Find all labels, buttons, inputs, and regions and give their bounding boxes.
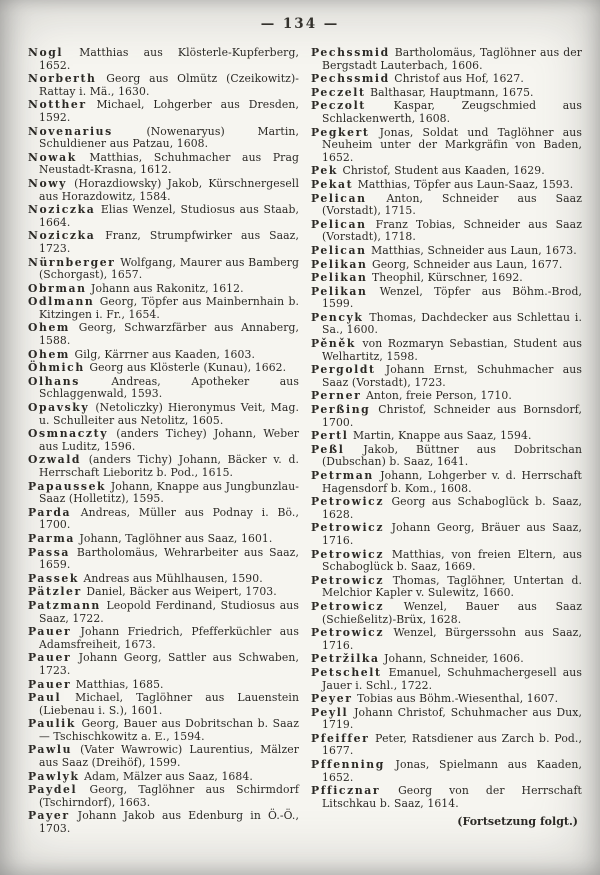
entry-text: Kaspar, Zeugschmied aus Schlackenwerth, 1608.: [322, 99, 582, 125]
register-entry: [28, 718, 299, 743]
register-entry: [28, 126, 299, 151]
register-entry: [311, 549, 582, 574]
entry-surname: Noziczka: [28, 203, 96, 217]
entry-surname: Pauer: [28, 677, 72, 691]
entry-surname: Norberth: [28, 72, 97, 86]
entry-text: Johann aus Rakonitz, 1612.: [87, 281, 244, 295]
entry-surname: Pekat: [311, 177, 354, 191]
register-entry: [311, 312, 582, 337]
register-entry: [311, 575, 582, 600]
entry-text: Georg von der Herrschaft Litschkau b. Saaz, 1614.: [322, 784, 582, 810]
entry-surname: Petrowicz: [311, 599, 385, 613]
register-entry: [311, 259, 582, 272]
register-entry: [28, 428, 299, 453]
entry-surname: Papaussek: [28, 479, 107, 493]
register-entry: [28, 507, 299, 532]
entry-text: Christof, Student aus Kaaden, 1629.: [338, 164, 545, 178]
entry-surname: Olhans: [28, 374, 80, 388]
register-entry: [311, 496, 582, 521]
register-entry: [311, 87, 582, 100]
register-entry: [311, 100, 582, 125]
entry-text: Thomas, Taglöhner, Untertan d. Melchior Kapler v. Sulewitz, 1660.: [322, 573, 582, 600]
register-entry: [28, 152, 299, 177]
entry-surname: Petrowicz: [311, 495, 385, 509]
entry-text: Georg aus Olmütz (Czeikowitz)-Rattay i. Mä., 1630.: [39, 72, 299, 98]
entry-surname: Ohem: [28, 321, 70, 335]
entry-surname: Nogl: [28, 46, 64, 59]
entry-surname: Pelican: [311, 191, 367, 205]
entry-surname: Obrman: [28, 281, 87, 295]
entry-text: Georg aus Schaboglück b. Saaz, 1628.: [322, 495, 582, 521]
register-entry: [28, 322, 299, 347]
entry-text: Theophil, Kürschner, 1692.: [368, 271, 523, 285]
entry-text: Matthias, von freien Eltern, aus Schaboglück b. Saaz, 1669.: [322, 547, 582, 574]
entry-surname: Noziczka: [28, 229, 96, 243]
entry-text: Adam, Mälzer aus Saaz, 1684.: [80, 769, 253, 783]
entry-text: Jonas, Soldat und Taglöhner aus Neuheim unter der Markgräfin von Baden, 1652.: [322, 125, 582, 164]
entry-surname: Petrowicz: [311, 573, 385, 587]
entry-surname: Paydel: [28, 783, 78, 797]
entry-text: Anton, Schneider aus Saaz (Vorstadt), 1715.: [322, 191, 582, 218]
entry-text: Franz Tobias, Schneider aus Saaz (Vorstadt), 1718.: [322, 217, 582, 244]
entry-text: Johann, Lohgerber v. d. Herrschaft Hagensdorf b. Kom., 1608.: [322, 469, 582, 495]
register-entry: [311, 219, 582, 244]
entry-text: Andreas, Müller aus Podnay i. Bö., 1700.: [39, 505, 299, 532]
register-entry: [28, 771, 299, 784]
entry-text: Matthias, Schneider aus Laun, 1673.: [367, 243, 577, 257]
entry-surname: Pencyk: [311, 310, 364, 324]
entry-text: Matthias, Töpfer aus Laun-Saaz, 1593.: [354, 177, 574, 191]
entry-surname: Pauer: [28, 625, 72, 639]
register-entry: [28, 376, 299, 401]
entry-text: Elias Wenzel, Studiosus aus Staab, 1664.: [39, 203, 299, 229]
entry-text: (Vater Wawrowic) Laurentius, Mälzer aus Saaz (Dreihöf), 1599.: [39, 743, 299, 770]
register-entry: [28, 652, 299, 677]
register-entry: [311, 444, 582, 469]
entry-text: Wenzel, Töpfer aus Böhm.-Brod, 1599.: [322, 284, 582, 311]
entry-text: Georg, Schneider aus Laun, 1677.: [368, 257, 563, 271]
entry-text: Georg aus Klösterle (Kunau), 1662.: [85, 361, 287, 375]
register-entry: [28, 362, 299, 375]
entry-surname: Parda: [28, 505, 72, 519]
entry-text: (anders Tichey) Johann, Weber aus Luditz, 1596.: [39, 427, 299, 453]
register-entry: [28, 679, 299, 692]
entry-surname: Passa: [28, 545, 70, 559]
entry-surname: Parma: [28, 531, 75, 545]
entry-surname: Pauer: [28, 651, 72, 665]
entry-surname: Nowy: [28, 176, 68, 190]
register-entry: [28, 283, 299, 296]
register-entry: [28, 230, 299, 255]
entry-surname: Petržilka: [311, 652, 380, 666]
entry-text: Bartholomäus, Wehrarbeiter aus Saaz, 1659.: [39, 545, 299, 572]
entry-surname: Peßl: [311, 442, 345, 456]
register-entry: [28, 600, 299, 625]
entry-surname: Pechssmid: [311, 46, 390, 59]
continuation-footer: (Fortsetzung folgt.): [457, 815, 578, 829]
entry-text: Tobias aus Böhm.-Wiesenthal, 1607.: [353, 692, 559, 706]
entry-surname: Peczelt: [311, 85, 366, 99]
register-columns: [28, 47, 582, 837]
entry-surname: Pätzler: [28, 585, 82, 599]
entry-text: Johann Christof, Schuhmacher aus Dux, 1719.: [322, 705, 582, 732]
entry-surname: Pěněk: [311, 337, 356, 351]
entry-surname: Petschelt: [311, 665, 382, 679]
entry-text: Johann Georg, Bräuer aus Saaz, 1716.: [322, 521, 582, 547]
entry-text: Leopold Ferdinand, Studiosus aus Saaz, 1722.: [39, 598, 299, 625]
entry-text: Johann Friedrich, Pfefferküchler aus Adamsfreiheit, 1673.: [39, 625, 299, 651]
entry-surname: Osmnaczty: [28, 427, 109, 441]
register-entry: [28, 573, 299, 586]
entry-surname: Pfficznar: [311, 784, 381, 798]
register-entry: [311, 127, 582, 165]
entry-text: Georg, Töpfer aus Mainbernhain b. Kitzingen i. Fr., 1654.: [39, 295, 299, 321]
entry-surname: Petrowicz: [311, 521, 385, 535]
entry-text: Wenzel, Bauer aus Saaz (Schießelitz)-Brüx, 1628.: [322, 599, 582, 626]
register-entry: [28, 586, 299, 599]
entry-text: Johann, Taglöhner aus Saaz, 1601.: [75, 531, 273, 545]
entry-surname: Petrowicz: [311, 626, 385, 640]
entry-text: Matthias, 1685.: [72, 677, 164, 691]
entry-surname: Paul: [28, 691, 62, 705]
entry-text: Michael, Taglöhner aus Lauenstein (Liebenau i. S.), 1601.: [39, 691, 299, 717]
entry-surname: Peczolt: [311, 99, 366, 113]
entry-surname: Petrman: [311, 469, 374, 482]
entry-text: Bartholomäus, Taglöhner aus der Bergstadt Lauterbach, 1606.: [322, 46, 582, 72]
entry-text: Peter, Ratsdiener aus Zarch b. Pod., 1677.: [322, 731, 582, 758]
entry-surname: Pelikan: [311, 271, 368, 285]
register-entry: [311, 707, 582, 732]
entry-text: Martin, Knappe aus Saaz, 1594.: [349, 429, 532, 443]
register-entry: [311, 390, 582, 403]
entry-text: Jakob, Büttner aus Dobritschan (Dubschan) b. Saaz, 1641.: [322, 442, 582, 469]
register-entry: [311, 430, 582, 443]
entry-surname: Novenarius: [28, 124, 113, 138]
register-entry: [311, 733, 582, 758]
register-entry: [28, 692, 299, 717]
register-entry: [311, 470, 582, 495]
entry-text: Michael, Lohgerber aus Dresden, 1592.: [39, 98, 299, 124]
entry-text: Franz, Strumpfwirker aus Saaz, 1723.: [39, 229, 299, 255]
entry-text: Georg, Taglöhner aus Schirmdorf (Tschirndorf), 1663.: [39, 783, 299, 809]
register-entry: [311, 272, 582, 285]
entry-text: Andreas, Apotheker aus Schlaggenwald, 1593.: [39, 374, 299, 401]
entry-text: Wolfgang, Maurer aus Bamberg (Schorgast), 1657.: [39, 255, 299, 282]
entry-surname: Nowak: [28, 150, 77, 164]
register-entry: [28, 47, 299, 72]
entry-text: Johann, Knappe aus Jungbunzlau-Saaz (Holletitz), 1595.: [39, 479, 299, 506]
entry-surname: Peyll: [311, 705, 349, 719]
entry-text: Andreas aus Mühlhausen, 1590.: [79, 571, 263, 585]
entry-text: (Nowenaryus) Martin, Schuldiener aus Patzau, 1608.: [39, 124, 299, 151]
entry-surname: Pelikan: [311, 284, 368, 298]
entry-text: Christof, Schneider aus Bornsdorf, 1700.: [322, 403, 582, 429]
entry-text: Wenzel, Bürgerssohn aus Saaz, 1716.: [322, 626, 582, 652]
register-entry: [28, 296, 299, 321]
entry-surname: Perner: [311, 389, 362, 403]
register-entry: [28, 99, 299, 124]
entry-text: Emanuel, Schuhmachergesell aus Jauer i. Schl., 1722.: [322, 665, 582, 692]
entry-text: Matthias aus Klösterle-Kupferberg, 1652.: [39, 46, 299, 72]
register-entry: [311, 785, 582, 810]
entry-text: Jonas, Spielmann aus Kaaden, 1652.: [322, 758, 582, 784]
register-entry: [28, 744, 299, 769]
register-entry: [28, 349, 299, 362]
register-entry: [311, 73, 582, 86]
register-entry: [28, 257, 299, 282]
entry-text: (Horazdiowsky) Jakob, Kürschnergesell aus Horazdowitz, 1584.: [39, 176, 299, 203]
register-entry: [311, 522, 582, 547]
entry-text: Johann, Schneider, 1606.: [380, 652, 524, 666]
entry-text: Johann Ernst, Schuhmacher aus Saaz (Vorstadt), 1723.: [322, 363, 582, 389]
register-entry: [28, 533, 299, 546]
entry-text: Matthias, Schuhmacher aus Prag Neustadt-Krasna, 1612.: [39, 150, 299, 177]
register-entry: [311, 47, 582, 72]
entry-surname: Pelican: [311, 243, 367, 257]
entry-surname: Nürnberger: [28, 255, 116, 269]
register-entry: [311, 653, 582, 666]
entry-surname: Pelikan: [311, 257, 368, 271]
register-entry: [28, 402, 299, 427]
entry-surname: Opavsky: [28, 401, 90, 415]
entry-surname: Notther: [28, 98, 87, 112]
register-entry: [28, 810, 299, 835]
register-entry: [28, 626, 299, 651]
register-entry: [311, 601, 582, 626]
entry-surname: Pelican: [311, 217, 367, 231]
entry-text: Georg, Bauer aus Dobritschan b. Saaz — Tschischkowitz a. E., 1594.: [39, 717, 299, 743]
entry-surname: Payer: [28, 809, 70, 823]
entry-surname: Odlmann: [28, 295, 95, 309]
register-entry: [311, 165, 582, 178]
entry-surname: Pechssmid: [311, 72, 390, 86]
register-entry: [28, 547, 299, 572]
entry-surname: Ozwald: [28, 453, 82, 467]
entry-text: Georg, Schwarzfärber aus Annaberg, 1588.: [39, 321, 299, 348]
register-entry: [311, 364, 582, 389]
register-entry: [28, 204, 299, 229]
entry-surname: Pertl: [311, 429, 349, 443]
entry-text: Balthasar, Hauptmann, 1675.: [366, 85, 534, 99]
entry-surname: Pergoldt: [311, 363, 376, 377]
register-entry: [311, 179, 582, 192]
entry-text: Johann Jakob aus Edenburg in Ö.-Ö., 1703.: [39, 809, 299, 836]
register-entry: [28, 481, 299, 506]
entry-surname: Pfeiffer: [311, 731, 370, 745]
register-entry: [28, 454, 299, 479]
entry-surname: Pawlyk: [28, 769, 80, 783]
entry-surname: Pegkert: [311, 125, 370, 139]
register-entry: [311, 693, 582, 706]
register-entry: [28, 178, 299, 203]
register-entry: [311, 193, 582, 218]
entry-surname: Pawlu: [28, 743, 73, 757]
entry-surname: Passek: [28, 571, 79, 585]
entry-surname: Peyer: [311, 692, 353, 706]
entry-text: Christof aus Hof, 1627.: [390, 72, 524, 86]
entry-surname: Petrowicz: [311, 547, 385, 561]
entry-text: Thomas, Dachdecker aus Schlettau i. Sa., 1600.: [322, 310, 582, 337]
entry-surname: Öhmich: [28, 361, 85, 375]
entry-text: (anders Tichy) Johann, Bäcker v. d. Herrschaft Lieboritz b. Pod., 1615.: [39, 453, 299, 479]
entry-surname: Pek: [311, 164, 338, 178]
register-entry: [311, 286, 582, 311]
column-right: [311, 47, 582, 837]
register-entry: [28, 784, 299, 809]
entry-text: Gilg, Kärrner aus Kaaden, 1603.: [70, 347, 255, 361]
register-entry: [311, 338, 582, 363]
entry-surname: Pffenning: [311, 758, 385, 772]
entry-text: Anton, freie Person, 1710.: [362, 389, 512, 403]
entry-surname: Perßing: [311, 403, 371, 417]
entry-text: Daniel, Bäcker aus Weipert, 1703.: [82, 585, 277, 599]
entry-text: von Rozmaryn Sebastian, Student aus Welhartitz, 1598.: [322, 337, 582, 363]
entry-surname: Paulik: [28, 717, 76, 731]
register-entry: [311, 245, 582, 258]
register-entry: [311, 404, 582, 429]
entry-surname: Ohem: [28, 347, 70, 361]
entry-text: (Netoliczky) Hieronymus Veit, Mag. u. Schulleiter aus Netolitz, 1605.: [39, 401, 299, 427]
page-number-header: — 134 —: [260, 16, 340, 32]
register-entry: [311, 759, 582, 784]
column-left: [28, 47, 299, 837]
register-entry: [311, 627, 582, 652]
register-entry: [311, 667, 582, 692]
entry-surname: Patzmann: [28, 598, 101, 612]
entry-text: Johann Georg, Sattler aus Schwaben, 1723.: [39, 651, 299, 677]
register-entry: [28, 73, 299, 98]
